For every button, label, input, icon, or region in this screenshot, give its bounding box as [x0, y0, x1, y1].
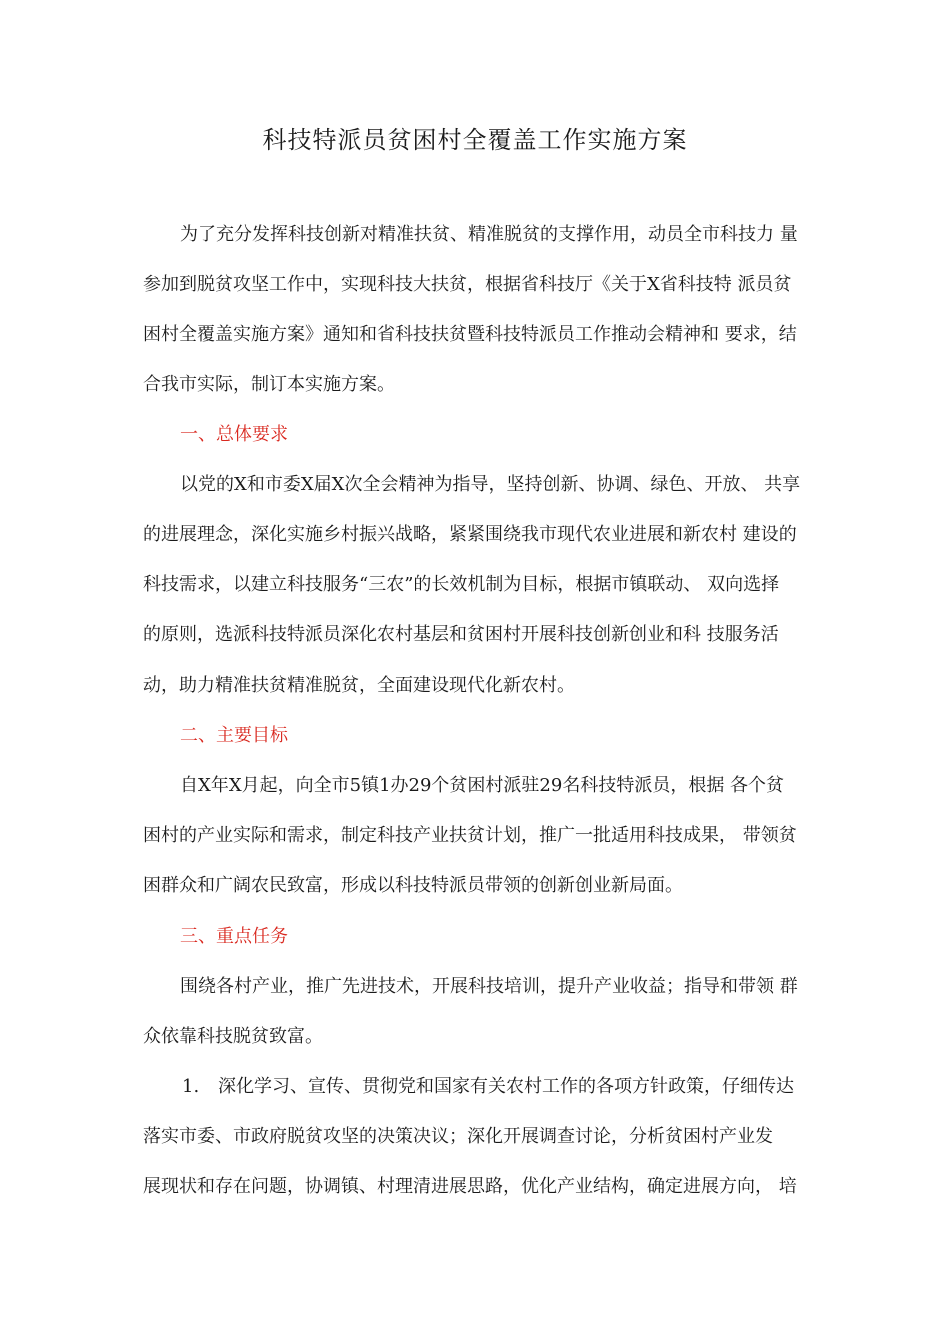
intro-line-1: 为了充分发挥科技创新对精准扶贫、精准脱贫的支撑作用，动员全市科技力 量 [180, 224, 798, 245]
document-title: 科技特派员贫困村全覆盖工作实施方案 [262, 126, 688, 154]
section-heading-key-tasks: 三、重点任务 [180, 926, 288, 947]
intro-line-2: 参加到脱贫攻坚工作中，实现科技大扶贫，根据省科技厅《关于X省科技特 派员贫 [143, 274, 792, 295]
section2-line-3: 困群众和广阔农民致富，形成以科技特派员带领的创新创业新局面。 [143, 875, 683, 896]
section1-line-5: 动，助力精准扶贫精准脱贫，全面建设现代化新农村。 [143, 675, 575, 696]
section2-line-2: 困村的产业实际和需求，制定科技产业扶贫计划，推广一批适用科技成果， 带领贫 [143, 825, 797, 846]
section-heading-general-requirements: 一、总体要求 [180, 424, 288, 445]
section1-line-3: 科技需求，以建立科技服务“三农”的长效机制为目标，根据市镇联动、 双向选择 [143, 574, 780, 595]
item1-line-3: 展现状和存在问题，协调镇、村理清进展思路，优化产业结构，确定进展方向， 培 [143, 1176, 797, 1197]
section-heading-main-goals: 二、主要目标 [180, 725, 288, 746]
item1-line-2: 落实市委、市政府脱贫攻坚的决策决议；深化开展调查讨论，分析贫困村产业发 [143, 1126, 773, 1147]
section1-line-1: 以党的X和市委X届X次全会精神为指导，坚持创新、协调、绿色、开放、 共享 [180, 474, 801, 495]
item1-line-1: 深化学习、宣传、贯彻党和国家有关农村工作的各项方针政策，仔细传达 [218, 1076, 794, 1097]
item-number: 1. [182, 1076, 200, 1097]
intro-line-3: 困村全覆盖实施方案》通知和省科技扶贫暨科技特派员工作推动会精神和 要求，结 [143, 324, 797, 345]
section3-line-1: 围绕各村产业，推广先进技术，开展科技培训，提升产业收益；指导和带领 群 [180, 976, 798, 997]
section2-line-1: 自X年X月起，向全市5镇1办29个贫困村派驻29名科技特派员，根据 各个贫 [180, 775, 785, 796]
intro-line-4: 合我市实际，制订本实施方案。 [143, 374, 395, 395]
section1-line-2: 的进展理念，深化实施乡村振兴战略，紧紧围绕我市现代农业进展和新农村 建设的 [143, 524, 797, 545]
section1-line-4: 的原则，选派科技特派员深化农村基层和贫困村开展科技创新创业和科 技服务活 [143, 624, 779, 645]
section3-line-2: 众依靠科技脱贫致富。 [143, 1026, 323, 1047]
